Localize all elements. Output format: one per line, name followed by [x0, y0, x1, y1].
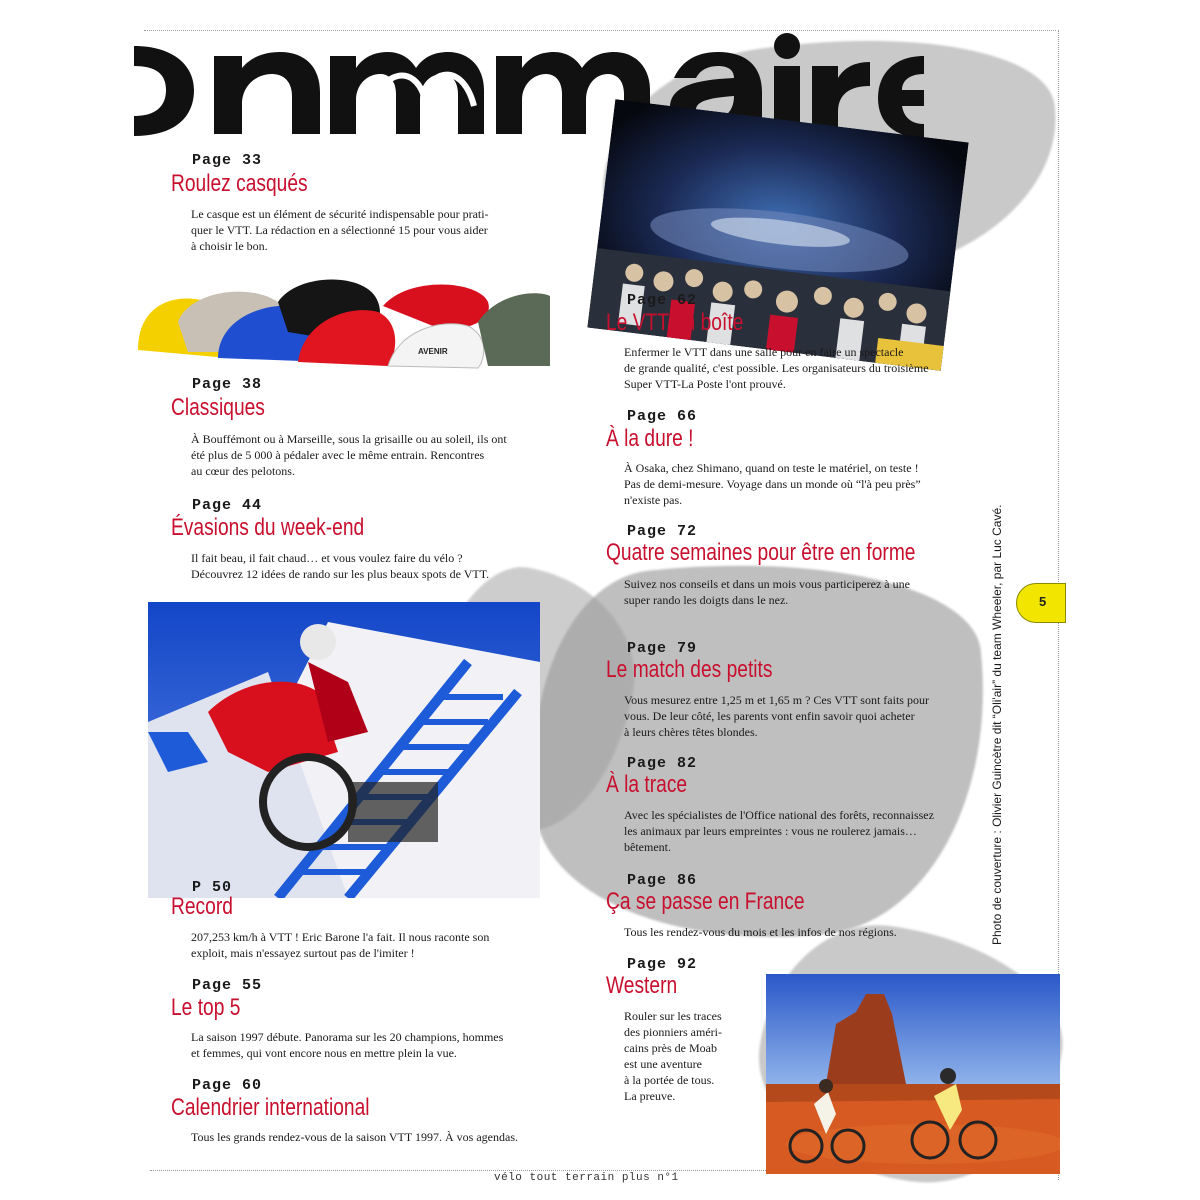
page-number-33: Page 33 [192, 152, 263, 169]
page-number-79: Page 79 [627, 640, 698, 657]
summary-line: Pas de demi-mesure. Voyage dans un monde où “l'à peu près” [624, 477, 921, 491]
photo-record-rider [148, 602, 540, 898]
summary-line: Suivez nos conseils et dans un mois vous participerez à une [624, 577, 910, 591]
page-number-66: Page 66 [627, 408, 698, 425]
summary-line: 207,253 km/h à VTT ! Eric Barone l'a fait. Il nous raconte son [191, 930, 490, 944]
summary-line: Le casque est un élément de sécurité indispensable pour prati- [191, 207, 489, 221]
page-number-38: Page 38 [192, 376, 263, 393]
summary-line: bêtement. [624, 840, 671, 854]
article-title-western[interactable]: Western [606, 972, 678, 999]
page-number-92: Page 92 [627, 956, 698, 973]
summary-line: Découvrez 12 idées de rando sur les plus beaux spots de VTT. [191, 567, 490, 581]
article-summary-vtt-en-boite [624, 344, 984, 392]
summary-line: Super VTT-La Poste l'ont prouvé. [624, 377, 786, 391]
summary-line: les animaux par leurs empreintes : vous ne roulerez jamais… [624, 824, 917, 838]
article-summary-quatre-semaines [624, 576, 984, 608]
summary-line: au cœur des pelotons. [191, 464, 295, 478]
summary-line: Vous mesurez entre 1,25 m et 1,65 m ? Ces VTT sont faits pour [624, 693, 929, 707]
page-number-82: Page 82 [627, 755, 698, 772]
article-summary-match-des-petits [624, 692, 984, 740]
photo-credit-text: Photo de couverture : Olivier Guincètre dit “Oli'air” du team Wheeler, par Luc Cavé. [990, 504, 1004, 945]
article-summary-ca-se-passe [624, 924, 984, 940]
photo-helmets [138, 262, 550, 372]
article-title-match-des-petits[interactable]: Le match des petits [606, 656, 773, 683]
summary-line: de grande qualité, c'est possible. Les organisateurs du troisième [624, 361, 929, 375]
article-title-classiques[interactable]: Classiques [171, 394, 265, 421]
masthead-lettering [134, 26, 924, 138]
summary-line: été plus de 5 000 à pédaler avec le même entrain. Rencontres [191, 448, 485, 462]
article-title-record[interactable]: Record [171, 893, 233, 920]
summary-line: À Osaka, chez Shimano, quand on teste le matériel, on teste ! [624, 461, 919, 475]
summary-line: cains près de Moab [624, 1041, 717, 1055]
magazine-footer: vélo tout terrain plus n°1 [494, 1172, 679, 1184]
article-title-roulez-casques[interactable]: Roulez casqués [171, 170, 308, 197]
summary-line: Tous les rendez-vous du mois et les infos de nos régions. [624, 925, 897, 939]
summary-line: La saison 1997 débute. Panorama sur les 20 champions, hommes [191, 1030, 504, 1044]
article-summary-calendrier [191, 1129, 571, 1145]
summary-line: La preuve. [624, 1089, 676, 1103]
article-summary-evasions [191, 550, 551, 582]
article-summary-a-la-trace [624, 807, 984, 855]
article-title-a-la-dure[interactable]: À la dure ! [606, 425, 694, 452]
summary-line: À Bouffémont ou à Marseille, sous la grisaille ou au soleil, ils ont [191, 432, 507, 446]
article-summary-record [191, 929, 551, 961]
bike-helmets-photo [138, 262, 550, 372]
summary-line: Rouler sur les traces [624, 1009, 722, 1023]
summary-line: Il fait beau, il fait chaud… et vous voulez faire du vélo ? [191, 551, 463, 565]
summary-line: Enfermer le VTT dans une salle pour en faire un spectacle [624, 345, 904, 359]
summary-line: à la portée de tous. [624, 1073, 715, 1087]
page-number-55: Page 55 [192, 977, 263, 994]
helmet-brand-avenir: AVENIR [418, 347, 448, 356]
photo-western-riders [766, 974, 1060, 1174]
page-number-86: Page 86 [627, 872, 698, 889]
article-title-a-la-trace[interactable]: À la trace [606, 771, 688, 798]
page-number-44: Page 44 [192, 497, 263, 514]
summary-line: super rando les doigts dans le nez. [624, 593, 789, 607]
article-title-vtt-en-boite[interactable]: Le VTT en boîte [606, 309, 744, 336]
article-summary-roulez-casques [191, 206, 551, 254]
summary-line: n'existe pas. [624, 493, 683, 507]
summary-line: exploit, mais n'essayez surtout pas de l'imiter ! [191, 946, 415, 960]
downhill-rider-photo [148, 602, 540, 898]
page-number-tab [1016, 583, 1066, 623]
summary-line: est une aventure [624, 1057, 702, 1071]
article-summary-western [624, 1008, 764, 1104]
summary-line: et femmes, qui vont encore nous en mettre plein la vue. [191, 1046, 457, 1060]
summary-line: quer le VTT. La rédaction en a sélectionné 15 pour vous aider [191, 223, 488, 237]
article-summary-a-la-dure [624, 460, 984, 508]
article-title-quatre-semaines[interactable]: Quatre semaines pour être en forme [606, 539, 916, 566]
summary-line: des pionniers améri- [624, 1025, 722, 1039]
page-number-50: P 50 [192, 879, 233, 896]
summary-line: à choisir le bon. [191, 239, 268, 253]
page-number-62: Page 62 [627, 292, 698, 309]
summary-line: à leurs chères têtes blondes. [624, 725, 758, 739]
page-number-60: Page 60 [192, 1077, 263, 1094]
summary-line: Avec les spécialistes de l'Office national des forêts, reconnaissez [624, 808, 934, 822]
article-title-calendrier[interactable]: Calendrier international [171, 1094, 370, 1121]
summary-line: vous. De leur côté, les parents vont enfin savoir quoi acheter [624, 709, 915, 723]
article-title-ca-se-passe[interactable]: Ça se passe en France [606, 888, 805, 915]
page-number-tab-label: 5 [1039, 594, 1047, 609]
page-number-72: Page 72 [627, 523, 698, 540]
article-summary-classiques [191, 431, 551, 479]
masthead-title [134, 26, 924, 138]
summary-line: Tous les grands rendez-vous de la saison VTT 1997. À vos agendas. [191, 1130, 518, 1144]
article-title-top-5[interactable]: Le top 5 [171, 994, 241, 1021]
article-summary-top-5 [191, 1029, 551, 1061]
desert-cyclists-photo [766, 974, 1060, 1174]
article-title-evasions[interactable]: Évasions du week-end [171, 514, 365, 541]
